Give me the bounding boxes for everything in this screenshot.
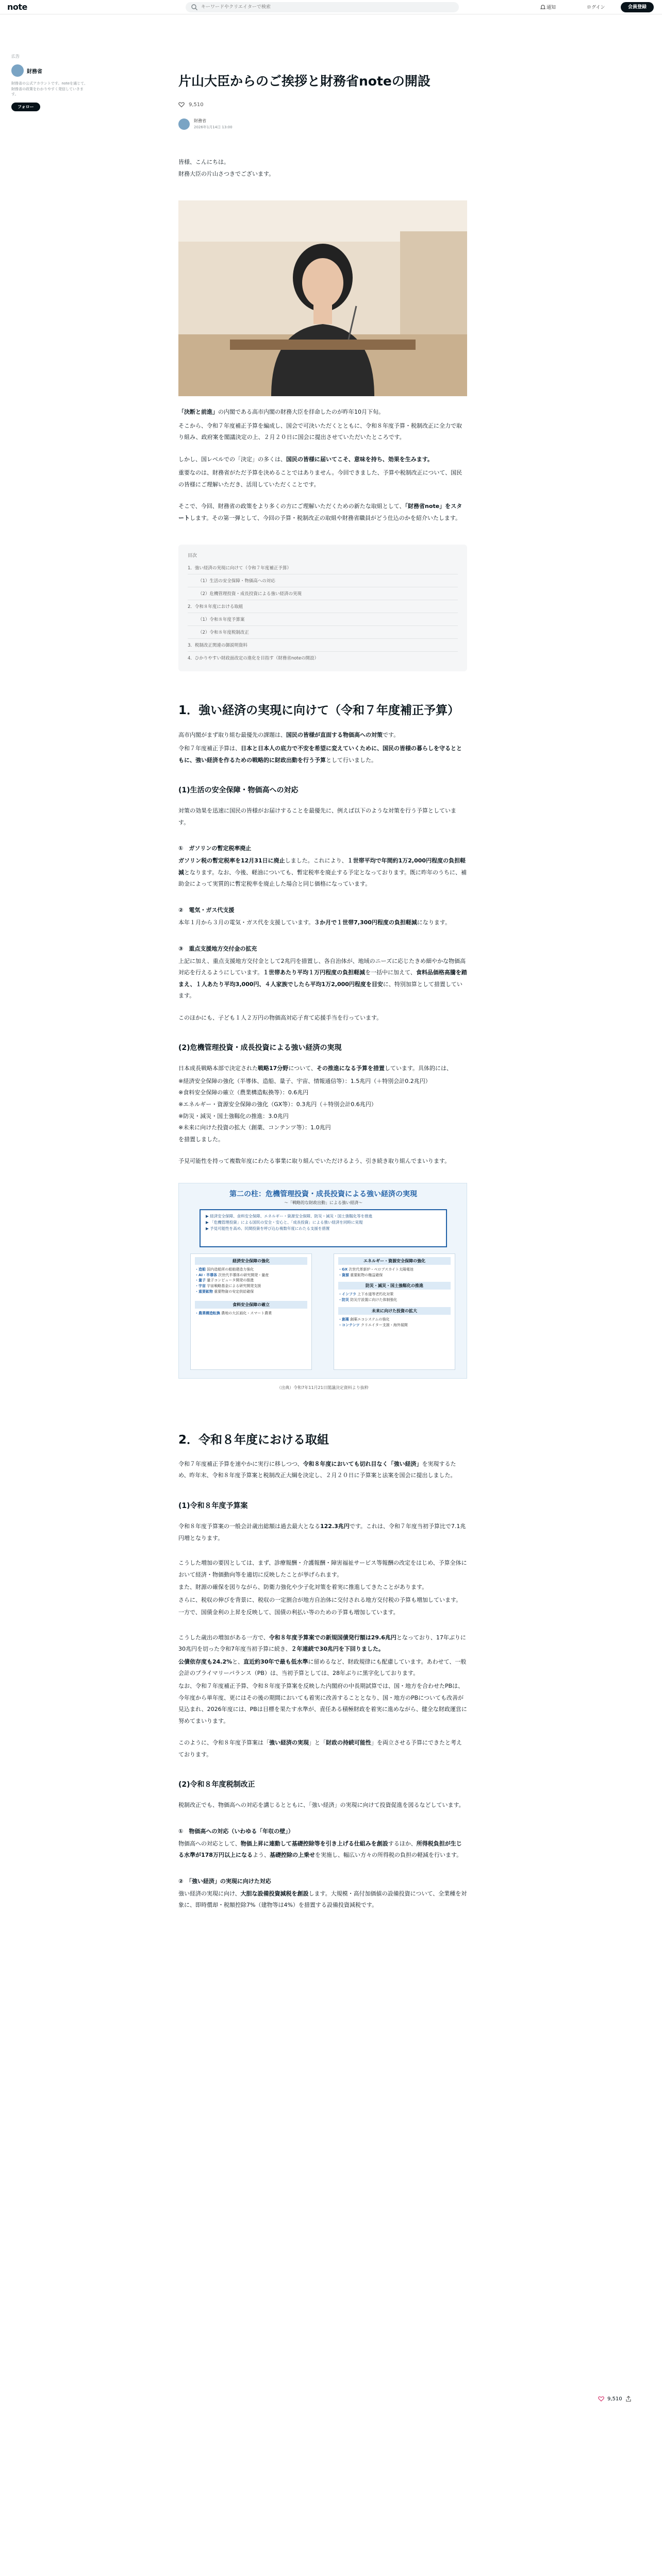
paragraph-text: しかし、国レベルでの「決定」の多くは、 <box>178 455 286 463</box>
list-item: ※未来に向けた投資の拡大（創薬、コンテンツ等）：1.0兆円 <box>178 1124 331 1131</box>
row-key: ・インフラ <box>338 1292 356 1297</box>
creator-profile[interactable] <box>11 64 89 77</box>
paragraph <box>178 1838 467 1861</box>
section-heading: 1．強い経済の実現に向けて（令和７年度補正予算） <box>178 704 460 718</box>
top-header <box>0 0 662 14</box>
paragraph: 一方で、国債金利の上昇を反映して、国債の利払い等のための予算も増加しています。 <box>178 1609 399 1616</box>
emphasis-text: 財政の持続可能性 <box>326 1739 371 1747</box>
paragraph <box>178 1656 467 1680</box>
row-key: ・重要鉱物 <box>195 1290 213 1294</box>
search-icon <box>191 4 198 11</box>
paragraph-text: 本年１月から３月の電気・ガス代を支援しています。 <box>178 919 315 926</box>
paragraph-text: 物価高への対応として、 <box>178 1840 241 1847</box>
row-value: 上下水道等老朽化対策 <box>357 1292 394 1297</box>
infographic-row <box>338 1267 451 1273</box>
paragraph: こうした増加の要因としては、まず、診療報酬・介護報酬・障害福祉サービス等報酬の改定をはじめ、予算全体において経済・物価動向等を適切に反映したことが挙げられます。 <box>178 1560 467 1578</box>
toc-item[interactable]: （1）令和８年度予算案 <box>188 613 458 626</box>
paragraph <box>178 743 467 766</box>
paragraph-text: 令和７年度補正予算を速やかに実行に移しつつ、 <box>178 1460 303 1467</box>
paragraph: そこから、令和７年度補正予算を編成し、国会で可決いただくとともに、令和８年度予算・税制改正に全力で取り組み、政府案を閣議決定の上、２月２０日に国会に提出させていただいたところです。 <box>178 422 462 441</box>
paragraph-text: します。その第一弾として、今回の予算・税制改正の取組や財務省職員がどう仕込のかを紹介いたします。 <box>190 514 461 521</box>
emphasis-text: ２年連続で30兆円を下回りました。 <box>291 1646 384 1653</box>
publish-date: 2026年1月14日 13:00 <box>194 125 233 129</box>
paragraph-text: 」を両立させる予算にできたと考えております。 <box>178 1739 462 1758</box>
paragraph-text: になります。 <box>417 919 451 926</box>
column-heading: 未来に向けた投資の拡大 <box>338 1307 451 1315</box>
infographic-row <box>195 1289 307 1295</box>
list-item: ※経済安全保障の強化（半導体、造船、量子、宇宙、情報通信等）：1.5兆円（＋特別会計0.2兆円） <box>178 1077 431 1084</box>
follow-button[interactable]: フォロー <box>11 103 40 111</box>
toc-heading[interactable]: 目次 <box>188 553 197 559</box>
creator-avatar[interactable] <box>11 64 24 77</box>
heart-icon[interactable] <box>598 2396 604 2402</box>
emphasis-text: 日本と日本人の底力で不安を希望に変えていくために、国民の皆様の暮らしを守るとともに、強い経済を作るための戦略的に財政出動を行う予算 <box>178 745 462 764</box>
greeting-line: 財務大臣の片山さつきでございます。 <box>178 170 275 177</box>
infographic-left-column <box>190 1253 312 1370</box>
heart-icon[interactable] <box>178 101 185 108</box>
emphasis-text: 基礎控除の上乗せ <box>269 1852 315 1859</box>
summary-line: ▶ 予見可能性を高め、民間投資を呼び込む複数年度にわたる支援を措置 <box>206 1226 330 1231</box>
infographic-row <box>195 1278 307 1283</box>
paragraph: 対策の効果を迅速に国民の皆様がお届けすることを最優先に、例えば以下のような対策を行う予算としています。 <box>178 807 456 826</box>
paragraph-text: するほか、 <box>388 1840 417 1847</box>
item-heading: ③ 重点支援地方交付金の拡充 <box>178 945 257 952</box>
minister-photo <box>178 200 467 396</box>
row-value: 宇宙戦略基金による研究開発支援 <box>207 1284 261 1289</box>
paragraph-text: 令和７年度補正予算は、 <box>178 745 241 752</box>
paragraph <box>178 917 467 929</box>
paragraph-text: を一括中に加えて、 <box>365 969 416 976</box>
paragraph-text: します。大規模・高付加価値の設備投資について、全業種を対象に、即時償却・税額控除7%（建物等は4%）を措置する設備投資減税です。 <box>178 1890 467 1909</box>
row-key: ・宇宙 <box>195 1284 206 1289</box>
intro-paragraph <box>178 406 467 418</box>
paragraph <box>178 1521 467 1544</box>
greeting-line: 皆様、こんにちは。 <box>178 159 229 165</box>
infographic-row <box>195 1283 307 1289</box>
row-value: 次世代半導体の研究開発・量産 <box>218 1273 269 1277</box>
article-title: 片山大臣からのご挨拶と財務省noteの開設 <box>178 74 431 89</box>
infographic-row <box>195 1267 307 1273</box>
paragraph-text: 令和８年度予算案の一般会計歳出総額は過去最大となる <box>178 1522 320 1530</box>
column-heading: 経済安全保障の強化 <box>195 1257 307 1265</box>
emphasis-text: ガソリン税の暫定税率を12月31日に廃止 <box>178 857 285 865</box>
row-value: 次世代革新炉・ペロブスカイト太陽電池 <box>349 1267 413 1272</box>
toc-item[interactable]: （2）令和８年度税制改正 <box>188 626 458 639</box>
section-heading: 2．令和８年度における取組 <box>178 1433 329 1447</box>
toc-item[interactable]: 3．税制改正関連の御説明資料 <box>188 639 458 652</box>
paragraph: 重要なのは、財務省がただ予算を決めることではありません。今回できました、予算や税制改正について、国民の皆様にご理解いただき、活用していただくことです。 <box>178 469 462 488</box>
notify-label: 通知 <box>547 5 556 10</box>
like-row <box>178 101 467 108</box>
paragraph: このほかにも、子ども１人２万円の物価高対応子育て応援手当を行っています。 <box>178 1014 383 1021</box>
list-item: ※防災・減災・国土強靱化の推進：3.0兆円 <box>178 1112 289 1120</box>
emphasis-text: 直近約30年で最も低水準 <box>243 1658 308 1665</box>
emphasis-text: 令和８年度においても切れ目なく「強い経済」 <box>303 1460 422 1467</box>
list-item: を措置しました。 <box>178 1136 224 1143</box>
summary-line: ▶ 「危機管理投資」による国民の安全・安心と、「成長投資」による強い経済を同時に実現 <box>206 1219 363 1225</box>
infographic-row <box>338 1323 451 1328</box>
paragraph <box>178 454 467 466</box>
paragraph: さらに、税収の伸びを背景に、税収の一定割合が地方自治体に交付される地方交付税の予算も増加しています。 <box>178 1596 462 1603</box>
paragraph-text: です。これは、令和７年度当初予算比で7.1兆円増となります。 <box>178 1522 466 1541</box>
note-logo[interactable]: note <box>7 2 27 12</box>
notify-link[interactable] <box>540 4 556 10</box>
paragraph-text: こうした歳出の増加がある一方で、 <box>178 1634 269 1641</box>
paragraph-text: しました。これにより、 <box>285 857 347 865</box>
creator-sidebar <box>11 54 89 111</box>
article <box>178 72 467 1911</box>
paragraph <box>178 1632 467 1655</box>
infographic-caption: （出典）令和7年11月21日閣議決定資料より抜粋 <box>277 1385 369 1390</box>
toc-item[interactable]: 1．強い経済の実現に向けて（令和７年度補正予算） <box>188 562 458 574</box>
paragraph-text: 日本成長戦略本部で決定された <box>178 1065 258 1072</box>
author-name[interactable]: 財務省 <box>194 118 206 123</box>
paragraph-text: として行いました。 <box>326 756 377 764</box>
share-icon[interactable] <box>625 2396 632 2402</box>
paragraph-text: となります。なお、今後、軽油についても、暫定税率を廃止する予定となっております。既に昨年のうちに、補助金によって実質的に暫定税率を廃止した場合と同じ価格になっています。 <box>178 869 467 888</box>
infographic-title: 第二の柱：危機管理投資・成長投資による強い経済の実現 <box>229 1190 417 1198</box>
row-value: 重要物資の安定供給確保 <box>214 1290 254 1294</box>
row-key: ・量子 <box>195 1278 206 1283</box>
greeting <box>178 157 467 180</box>
paragraph-text: を実現するため、昨年末、令和８年度予算案と税制改正大綱を決定し、２月２０日に予算案と法案を国会に提出しました。 <box>178 1460 456 1479</box>
infographic-summary <box>200 1209 447 1247</box>
item-heading: ① 物価高への対応（いわゆる「年収の壁」） <box>178 1827 294 1835</box>
like-count: 9,510 <box>189 101 204 108</box>
row-key: ・資源 <box>338 1273 349 1277</box>
column-heading: エネルギー・資源安全保障の強化 <box>338 1257 451 1265</box>
infographic-row <box>195 1273 307 1278</box>
toc-item[interactable]: （2）危機管理投資・成長投資による強い経済の実現 <box>188 587 458 600</box>
emphasis-text: 令和８年度予算案での新規国債発行額は29.6兆円 <box>269 1634 396 1641</box>
paragraph-text: 」と「 <box>309 1739 326 1747</box>
row-value: 農地の大区画化・スマート農業 <box>221 1311 272 1315</box>
infographic-right-column <box>334 1253 455 1370</box>
row-value: 重要鉱物の権益確保 <box>350 1273 383 1277</box>
toc-item[interactable]: 2．令和８年度における取組 <box>188 600 458 613</box>
search-bar[interactable] <box>186 2 459 12</box>
emphasis-text: 大胆な設備投資減税を創設 <box>240 1890 309 1897</box>
subsection-heading: (1)生活の安全保障・物価高への対応 <box>178 786 299 795</box>
creator-description: 財務省の公式アカウントです。noteを通じて、財務省の政策をわかりやすく発信していきます。 <box>11 81 88 96</box>
policy-infographic <box>178 1183 467 1379</box>
signup-button[interactable]: 会員登録 <box>621 2 654 12</box>
list-item: ※エネルギー・資源安全保障の強化（GX等）：0.3兆円（＋特別会計0.6兆円） <box>178 1100 377 1108</box>
summary-line: ▶ 経済安全保障、食料安全保障、エネルギー・資源安全保障、防災・減災・国土強靱化等を推進 <box>206 1213 373 1218</box>
emphasis-text: １世帯平均で年間約1万2,000円程度の負担軽減 <box>178 857 466 876</box>
author-avatar[interactable] <box>178 118 190 130</box>
paragraph <box>178 1888 467 1911</box>
row-value: 創薬エコシステムの強化 <box>350 1317 390 1322</box>
row-value: クリエイター支援・海外展開 <box>360 1323 408 1327</box>
table-of-contents <box>178 545 467 671</box>
sidebar-label: 広告 <box>11 54 20 59</box>
emphasis-text: 「決断と前進」 <box>178 409 218 416</box>
row-key: ・GX <box>338 1267 348 1272</box>
infographic-row <box>338 1292 451 1297</box>
item-heading: ① ガソリンの暫定税率廃止 <box>178 845 252 852</box>
login-link[interactable]: ログイン <box>587 5 605 10</box>
paragraph-text: そこで、今回、財務省の政策をより多くの方にご理解いただくための新たな取組として、 <box>178 503 405 510</box>
paragraph <box>178 1063 467 1075</box>
author-info[interactable] <box>178 118 467 130</box>
infographic-row <box>195 1311 307 1316</box>
subsection-heading: (2)危機管理投資・成長投資による強い経済の実現 <box>178 1044 342 1053</box>
emphasis-text: その推進になる予算を措置 <box>316 1065 385 1072</box>
list-item: ※食料安全保障の確立（農業構造転換等）：0.6兆円 <box>178 1089 309 1096</box>
paragraph: 税制改正でも、物価高への対応を講じるとともに、「強い経済」の実現に向けて投資促進を図るなどしています。 <box>178 1802 465 1809</box>
paragraph <box>178 501 467 524</box>
paragraph-text: と、 <box>232 1658 244 1665</box>
minister-photo-illustration <box>178 200 467 396</box>
emphasis-text: １世帯あたり平均１万円程度の負担軽減 <box>263 969 366 976</box>
item-heading: ② 電気・ガス代支援 <box>178 907 235 914</box>
bell-icon <box>540 5 545 10</box>
paragraph: また、財源の確保を図りながら、防衛力強化や少子化対策を着実に推進してきたことがあります。 <box>178 1584 428 1591</box>
emphasis-text: 122.3兆円 <box>320 1522 350 1530</box>
paragraph-text: しています。具体的には、 <box>384 1065 452 1072</box>
column-heading: 防災・減災・国土強靱化の推進 <box>338 1282 451 1290</box>
infographic-subtitle: 〜「戦略的な財政出動」による強い経済〜 <box>284 1200 362 1205</box>
row-value: 国内造船所の船舶建造力強化 <box>207 1267 254 1272</box>
toc-item[interactable]: 4．ひかりやすい財政面改定の進化を目指す（財務省noteの開設） <box>188 656 319 662</box>
row-key: ・防災 <box>338 1298 349 1302</box>
paragraph-text: の内閣である高市内閣の財務大臣を拝命したのが昨年10月下旬。 <box>218 409 384 416</box>
paragraph-text: に留めるなど、財政規律にも配慮しています。あわせて、一般会計のプライマリーバランス（PB）は、当初予算としては、28年ぶりに黒字化しております。 <box>178 1658 467 1677</box>
emphasis-text: 食料品価格高騰を踏まえ、１人あたり平均3,000円、４人家族でしたら平均1万2,000円程度を目安 <box>178 969 467 988</box>
subsection-heading: (2)令和８年度税制改正 <box>178 1781 255 1789</box>
toc-item[interactable]: （1）生活の安全保障・物価高への対応 <box>188 574 458 587</box>
emphasis-text: 公債依存度も24.2% <box>178 1658 233 1665</box>
emphasis-text: 所得税負担が生じる水準が178万円以上になる <box>178 1840 462 1859</box>
paragraph-text: に、特別加算として措置しています。 <box>178 980 462 999</box>
paragraph: 予見可能性を持って複数年度にわたる事業に取り組んでいただけるよう、引き続き取り組んでまいります。 <box>178 1158 451 1165</box>
paragraph-text: よう、 <box>252 1852 270 1859</box>
subsection-heading: (1)令和８年度予算案 <box>178 1501 248 1510</box>
search-input[interactable] <box>201 3 449 11</box>
emphasis-text: 国民の皆様に届いてこそ、意味を持ち、効果を生みます。 <box>286 455 433 463</box>
emphasis-text: 物価上昇に連動して基礎控除等を引き上げる仕組みを創設 <box>240 1840 388 1847</box>
emphasis-text: 「財務省note」をスタート <box>178 503 462 521</box>
creator-name[interactable]: 財務省 <box>27 69 42 75</box>
emphasis-text: 強い経済の実現 <box>269 1739 309 1747</box>
emphasis-text: 国民の皆様が直面する物価高への対策 <box>286 731 383 738</box>
paragraph <box>178 1459 467 1482</box>
infographic-row <box>338 1273 451 1278</box>
emphasis-text: 戦略17分野 <box>258 1065 289 1072</box>
paragraph: なお、令和７年度補正予算、令和８年度予算案を反映した内閣府の中長期試算では、国・地方を合わせたPBは、今年度から単年度、更にはその後の期間においても着実に改善することとなり、国・地方のPBについても改善が見込まれ、2026年度には、PBは目標を果たす水準が、責任ある積極財政を着実に進めながら、健全な財政運営に努めてまいります。 <box>178 1682 467 1724</box>
paragraph-text: について、 <box>288 1065 317 1072</box>
infographic-row <box>338 1297 451 1303</box>
paragraph-text: 高市内閣がまず取り組む最優先の課題は、 <box>178 731 286 738</box>
emphasis-text: ３か月で１世帯7,300円程度の負担軽減 <box>314 919 417 926</box>
paragraph-text: 上記に加え、重点支援地方交付金として2兆円を措置し、各自治体が、地域のニーズに応じたきめ細やかな物価高対応を行えるようにしています。 <box>178 957 466 976</box>
paragraph <box>178 855 467 890</box>
row-value: 量子コンピュータ開発の推進 <box>207 1278 254 1283</box>
paragraph <box>178 730 467 741</box>
row-key: ・コンテンツ <box>338 1323 360 1327</box>
infographic-row <box>338 1317 451 1323</box>
row-key: ・AI・半導体 <box>195 1273 218 1277</box>
paragraph-text: となっており、17年ぶりに30兆円を切った令和7年度当初予算に続き、 <box>178 1634 466 1653</box>
column-heading: 食料安全保障の確立 <box>195 1301 307 1309</box>
floating-like-bar <box>598 2396 632 2402</box>
paragraph-text: です。 <box>383 731 400 738</box>
row-key: ・造船 <box>195 1267 206 1272</box>
paragraph-text: 強い経済の実現に向け、 <box>178 1890 241 1897</box>
row-key: ・農業構造転換 <box>195 1311 220 1315</box>
paragraph-text: このように、令和８年度予算案は「 <box>178 1739 269 1747</box>
paragraph-text: を実施し、幅広い方々の所得税の負担の軽減を行います。 <box>315 1852 462 1859</box>
floating-like-count: 9,510 <box>607 2396 622 2402</box>
paragraph <box>178 956 467 1002</box>
budget-list <box>178 1076 467 1145</box>
item-heading: ② 「強い経済」の実現に向けた対応 <box>178 1877 271 1885</box>
row-key: ・創薬 <box>338 1317 349 1322</box>
paragraph <box>178 1737 467 1760</box>
row-value: 防災庁設置に向けた体制強化 <box>350 1298 398 1302</box>
